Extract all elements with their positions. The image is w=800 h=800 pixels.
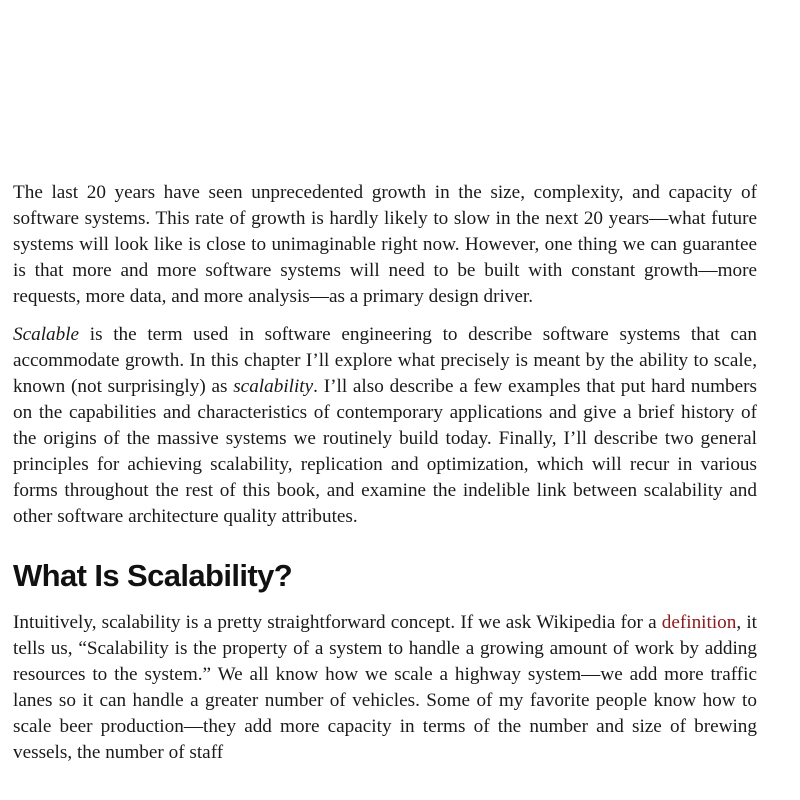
intro-paragraph-2-text-b: . I’ll also describe a few examples that put hard numbers on the capabilities and characteristics of contemporary applications and give a brief history of the origins of the massive systems we routinely build today. Finally, I’ll describe two general principles for achieving scalability, replication and optimization, which will recur in various forms throughout the rest of this book, and examine the indelible link between scalability and other software architecture quality attributes. (13, 376, 757, 527)
term-scalable: Scalable (13, 324, 80, 345)
intro-paragraph-2 (13, 322, 757, 530)
intro-paragraph-1: The last 20 years have seen unprecedented growth in the size, complexity, and capacity of software systems. This rate of growth is hardly likely to slow in the next 20 years—what future systems will look like is close to unimaginable right now. However, one thing we can guarantee is that more and more software systems will need to be built with constant growth—more requests, more data, and more analysis—as a primary design driver. (13, 182, 757, 307)
definition-link[interactable]: definition (661, 612, 737, 633)
section-body-clip (13, 610, 757, 763)
intro-paragraph-2-text-a: is the term used in software engineering to describe software systems that can accommodate growth. In this chapter I’ll explore what precisely is meant by the ability to scale, known (not surprisingly) as (13, 324, 757, 397)
section-paragraph-1 (13, 610, 757, 766)
section-text-after-link: , it tells us, “Scalability is the property of a system to handle a growing amount of work by adding resources to the system.” We all know how we scale a highway system—we add more traffic lanes so it can handle a greater number of vehicles. Some of my favorite people know how to scale beer production—they add more capacity in terms of the number and size of brewing vessels, the number of staff (13, 612, 757, 763)
section-heading: What Is Scalability? (13, 558, 293, 593)
section-text-before-link: Intuitively, scalability is a pretty straightforward concept. If we ask Wikipedia for a (13, 612, 662, 633)
term-scalability: scalability (233, 376, 314, 397)
document-page (13, 180, 757, 763)
